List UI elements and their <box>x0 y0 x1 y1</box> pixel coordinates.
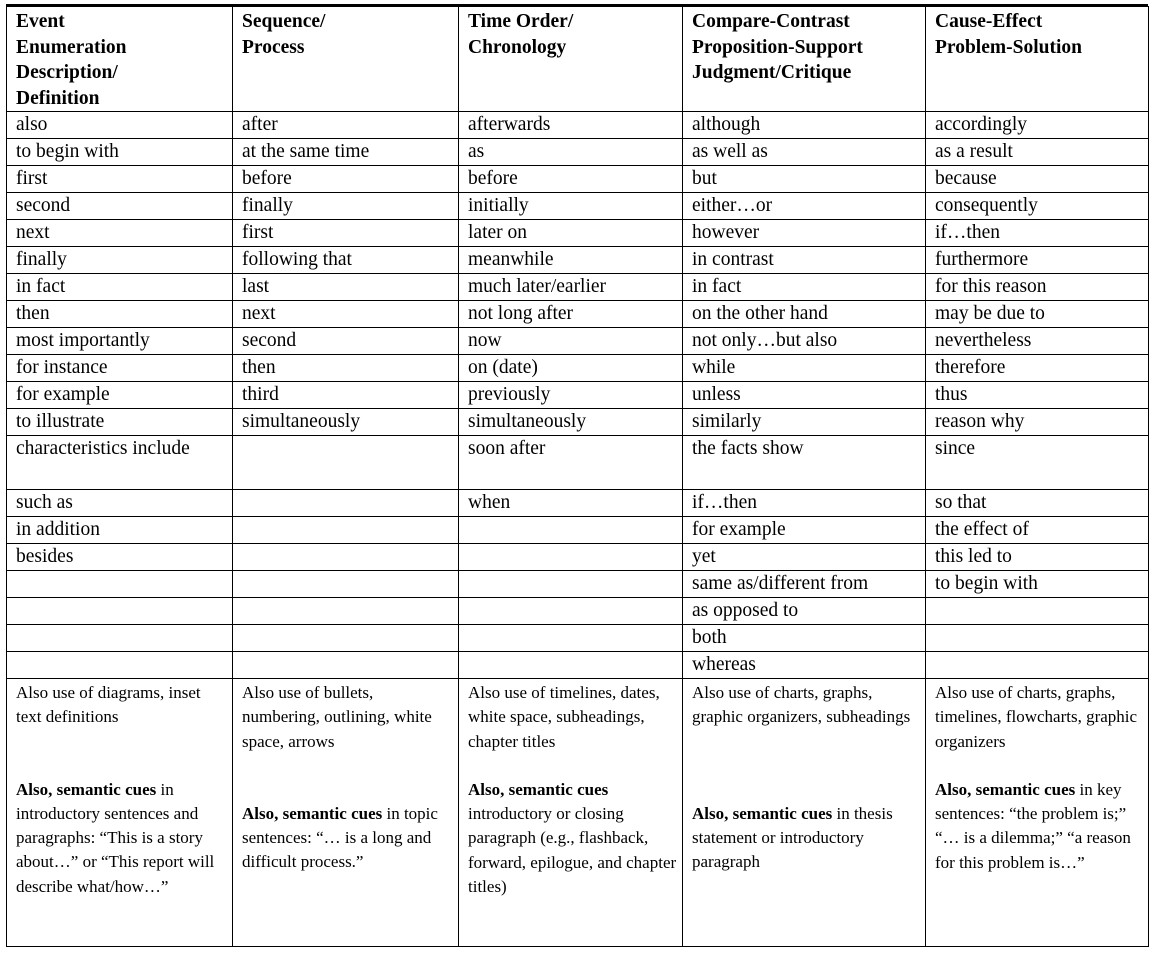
table-row <box>7 571 1149 598</box>
cue-word-cell-cause-effect: for this reason <box>926 274 1149 301</box>
cue-word-cell-compare-contrast: if…then <box>683 490 926 517</box>
header-event-enumeration: Event Enumeration Description/ Definition <box>7 7 233 112</box>
cue-word-cell-compare-contrast: as opposed to <box>683 598 926 625</box>
cue-word-cell-time-order: when <box>459 490 683 517</box>
semantic-cues-text: in thesis statement or introductory paragraph <box>692 803 893 872</box>
cue-word-cell-time-order <box>459 571 683 598</box>
cue-word-cell-cause-effect: because <box>926 166 1149 193</box>
cue-word-cell-event: also <box>7 112 233 139</box>
cue-word-cell-cause-effect <box>926 652 1149 679</box>
cue-word-cell-time-order: meanwhile <box>459 247 683 274</box>
cue-word-cell-event: to begin with <box>7 139 233 166</box>
cue-word-cell-time-order <box>459 598 683 625</box>
cue-word-cell-sequence <box>233 571 459 598</box>
cue-word-cell-event: such as <box>7 490 233 517</box>
document-page <box>6 4 1148 950</box>
cue-word-cell-compare-contrast: not only…but also <box>683 328 926 355</box>
cue-word-cell-event: first <box>7 166 233 193</box>
cue-word-cell-compare-contrast: the facts show <box>683 436 926 490</box>
cue-word-cell-time-order: on (date) <box>459 355 683 382</box>
notes-cell-sequence <box>233 679 459 947</box>
cue-word-cell-cause-effect <box>926 625 1149 652</box>
cue-word-cell-compare-contrast: in contrast <box>683 247 926 274</box>
semantic-cues-text: introductory or closing paragraph (e.g., flashback, forward, epilogue, and chapter titles) <box>468 804 677 897</box>
cue-word-cell-compare-contrast: whereas <box>683 652 926 679</box>
cue-word-cell-sequence: following that <box>233 247 459 274</box>
cue-word-cell-sequence: last <box>233 274 459 301</box>
table-row <box>7 517 1149 544</box>
cue-word-cell-compare-contrast: however <box>683 220 926 247</box>
cue-word-cell-cause-effect: since <box>926 436 1149 490</box>
cue-word-cell-event: in fact <box>7 274 233 301</box>
cue-word-cell-time-order: simultaneously <box>459 409 683 436</box>
cue-word-cell-event: most importantly <box>7 328 233 355</box>
semantic-cues-label: Also, semantic cues <box>935 779 1076 799</box>
semantic-cues-label: Also, semantic cues <box>692 803 833 823</box>
notes-row <box>7 679 1149 947</box>
table-row <box>7 166 1149 193</box>
cue-word-cell-time-order: before <box>459 166 683 193</box>
cue-word-cell-sequence: finally <box>233 193 459 220</box>
cue-word-cell-time-order: much later/earlier <box>459 274 683 301</box>
cue-word-rows <box>7 112 1149 947</box>
cue-word-cell-compare-contrast: same as/different from <box>683 571 926 598</box>
cue-word-cell-compare-contrast: for example <box>683 517 926 544</box>
cue-word-cell-cause-effect: nevertheless <box>926 328 1149 355</box>
cue-word-cell-time-order: now <box>459 328 683 355</box>
cue-word-cell-compare-contrast: while <box>683 355 926 382</box>
table-row <box>7 490 1149 517</box>
header-compare-contrast: Compare-Contrast Proposition-Support Judgment/Critique <box>683 7 926 112</box>
cue-word-cell-cause-effect: consequently <box>926 193 1149 220</box>
table-row <box>7 598 1149 625</box>
cue-word-cell-cause-effect: so that <box>926 490 1149 517</box>
cue-word-cell-cause-effect: as a result <box>926 139 1149 166</box>
table-row <box>7 328 1149 355</box>
header-cause-effect: Cause-Effect Problem-Solution <box>926 7 1149 112</box>
cue-word-cell-cause-effect: if…then <box>926 220 1149 247</box>
cue-word-cell-event: second <box>7 193 233 220</box>
table-row <box>7 220 1149 247</box>
cue-word-cell-event: for example <box>7 382 233 409</box>
table-row <box>7 409 1149 436</box>
cue-word-cell-time-order: initially <box>459 193 683 220</box>
cue-word-cell-sequence <box>233 490 459 517</box>
table-row <box>7 382 1149 409</box>
cue-word-cell-time-order: soon after <box>459 436 683 490</box>
table-row <box>7 625 1149 652</box>
table-row <box>7 139 1149 166</box>
notes-cell-event <box>7 679 233 947</box>
cue-word-cell-sequence: after <box>233 112 459 139</box>
cue-word-cell-sequence: first <box>233 220 459 247</box>
cue-word-cell-event <box>7 598 233 625</box>
cue-word-cell-cause-effect: the effect of <box>926 517 1149 544</box>
cue-word-cell-event: besides <box>7 544 233 571</box>
cue-word-cell-compare-contrast: similarly <box>683 409 926 436</box>
table-row <box>7 355 1149 382</box>
cue-word-cell-compare-contrast: on the other hand <box>683 301 926 328</box>
cue-word-cell-sequence <box>233 652 459 679</box>
table-row <box>7 247 1149 274</box>
semantic-cues-label: Also, semantic cues <box>16 779 157 799</box>
cue-word-cell-cause-effect: therefore <box>926 355 1149 382</box>
table-row <box>7 193 1149 220</box>
cue-word-cell-sequence <box>233 544 459 571</box>
cue-word-cell-time-order: later on <box>459 220 683 247</box>
cue-word-cell-event: for instance <box>7 355 233 382</box>
semantic-cues-text: in key sentences: “the problem is;” “… is a dilemma;” “a reason for this problem is…” <box>935 779 1131 872</box>
table-row <box>7 301 1149 328</box>
cue-word-cell-compare-contrast: but <box>683 166 926 193</box>
table-row <box>7 436 1149 490</box>
notes-cell-compare-contrast <box>683 679 926 947</box>
cue-word-cell-cause-effect: accordingly <box>926 112 1149 139</box>
cue-word-cell-cause-effect: to begin with <box>926 571 1149 598</box>
cue-word-cell-event <box>7 571 233 598</box>
semantic-cues-label: Also, semantic cues <box>242 803 383 823</box>
cue-word-cell-sequence: before <box>233 166 459 193</box>
cue-word-cell-sequence: second <box>233 328 459 355</box>
cue-word-cell-sequence <box>233 436 459 490</box>
also-use-text: Also use of timelines, dates, white space, subheadings, chapter titles <box>468 683 660 751</box>
cue-word-cell-sequence <box>233 625 459 652</box>
cue-word-cell-compare-contrast: as well as <box>683 139 926 166</box>
cue-word-cell-event: then <box>7 301 233 328</box>
cue-word-cell-cause-effect: thus <box>926 382 1149 409</box>
table-row <box>7 274 1149 301</box>
cue-word-cell-sequence <box>233 598 459 625</box>
cue-word-cell-sequence: simultaneously <box>233 409 459 436</box>
cue-word-cell-time-order <box>459 652 683 679</box>
cue-word-cell-compare-contrast: in fact <box>683 274 926 301</box>
cue-word-cell-time-order: as <box>459 139 683 166</box>
cue-word-cell-time-order: afterwards <box>459 112 683 139</box>
cue-word-cell-event: finally <box>7 247 233 274</box>
cue-word-cell-compare-contrast: yet <box>683 544 926 571</box>
also-use-text: Also use of bullets, numbering, outlining, white space, arrows <box>242 683 432 751</box>
cue-word-cell-time-order <box>459 517 683 544</box>
table-row <box>7 544 1149 571</box>
cue-word-cell-compare-contrast: both <box>683 625 926 652</box>
cue-word-cell-sequence: third <box>233 382 459 409</box>
table-row <box>7 112 1149 139</box>
cue-word-cell-cause-effect: furthermore <box>926 247 1149 274</box>
cue-word-cell-compare-contrast: either…or <box>683 193 926 220</box>
cue-word-cell-event <box>7 625 233 652</box>
also-use-text: Also use of charts, graphs, timelines, flowcharts, graphic organizers <box>935 683 1138 751</box>
semantic-cues-text: in introductory sentences and paragraphs: “This is a story about…” or “This report will describe what/how…” <box>16 779 215 896</box>
header-row <box>7 7 1149 112</box>
cue-word-cell-time-order: previously <box>459 382 683 409</box>
cue-word-cell-event: to illustrate <box>7 409 233 436</box>
header-sequence-process: Sequence/ Process <box>233 7 459 112</box>
cue-word-cell-event: next <box>7 220 233 247</box>
table-row <box>7 652 1149 679</box>
cue-word-cell-event: in addition <box>7 517 233 544</box>
cue-word-cell-cause-effect <box>926 598 1149 625</box>
cue-word-cell-sequence <box>233 517 459 544</box>
header-time-order: Time Order/ Chronology <box>459 7 683 112</box>
cue-word-cell-cause-effect: may be due to <box>926 301 1149 328</box>
notes-cell-time-order <box>459 679 683 947</box>
semantic-cues-text: in topic sentences: “… is a long and difficult process.” <box>242 803 438 872</box>
cue-word-cell-sequence: at the same time <box>233 139 459 166</box>
notes-cell-cause-effect <box>926 679 1149 947</box>
cue-word-cell-sequence: next <box>233 301 459 328</box>
cue-word-cell-event <box>7 652 233 679</box>
cue-word-cell-event: characteristics include <box>7 436 233 490</box>
cue-word-cell-sequence: then <box>233 355 459 382</box>
cue-word-cell-compare-contrast: unless <box>683 382 926 409</box>
cue-word-cell-time-order: not long after <box>459 301 683 328</box>
cue-word-cell-cause-effect: reason why <box>926 409 1149 436</box>
cue-word-cell-time-order <box>459 625 683 652</box>
semantic-cues-label: Also, semantic cues <box>468 779 609 799</box>
also-use-text: Also use of charts, graphs, graphic organizers, subheadings <box>692 683 911 727</box>
cue-word-cell-compare-contrast: although <box>683 112 926 139</box>
cue-word-cell-time-order <box>459 544 683 571</box>
text-structure-cue-table <box>6 6 1149 947</box>
also-use-text: Also use of diagrams, inset text definitions <box>16 683 201 727</box>
cue-word-cell-cause-effect: this led to <box>926 544 1149 571</box>
